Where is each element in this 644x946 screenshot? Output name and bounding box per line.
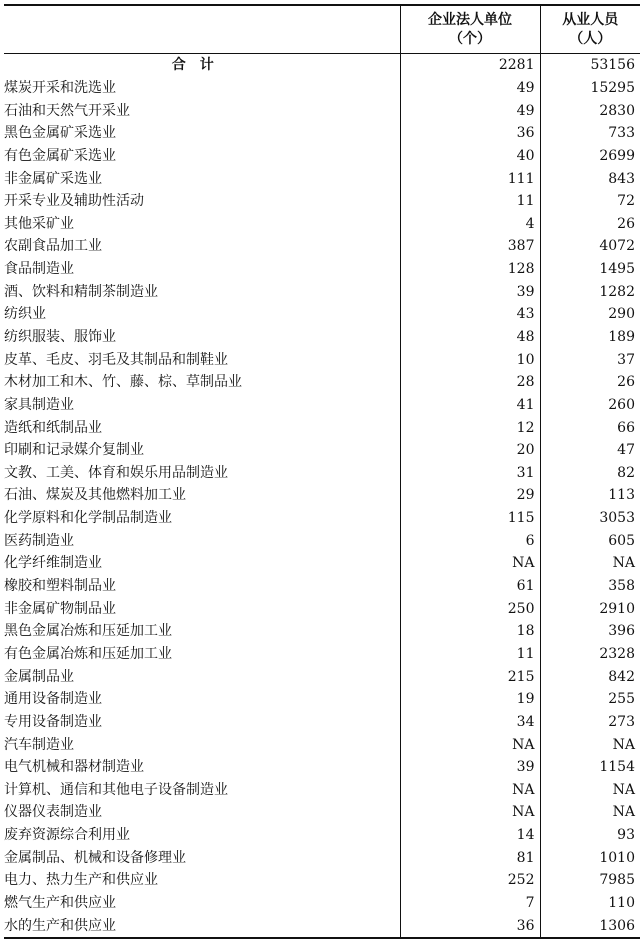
row-legal-units: 36 [400, 914, 540, 938]
row-employees: NA [540, 552, 640, 575]
row-legal-units: 18 [400, 620, 540, 643]
row-legal-units: NA [400, 552, 540, 575]
row-employees: 1282 [540, 280, 640, 303]
row-employees: 1306 [540, 914, 640, 938]
table-row [4, 711, 640, 734]
table-row [4, 779, 640, 802]
row-industry-label: 金属制品、机械和设备修理业 [4, 849, 186, 866]
table-body [4, 54, 640, 938]
table-header [4, 5, 640, 54]
row-legal-units: 29 [400, 484, 540, 507]
row-legal-units: 39 [400, 280, 540, 303]
row-industry-label: 医药制造业 [4, 532, 74, 549]
row-employees: 843 [540, 167, 640, 190]
row-employees: 26 [540, 371, 640, 394]
row-industry-label: 计算机、通信和其他电子设备制造业 [4, 781, 228, 798]
table-row [4, 280, 640, 303]
row-employees: 733 [540, 122, 640, 145]
row-industry-label: 石油、煤炭及其他燃料加工业 [4, 487, 186, 504]
row-industry-label: 黑色金属矿采选业 [4, 125, 116, 142]
row-industry-label: 石油和天然气开采业 [4, 102, 130, 119]
row-legal-units: 128 [400, 258, 540, 281]
row-legal-units: 6 [400, 529, 540, 552]
row-industry-label: 其他采矿业 [4, 215, 74, 232]
row-employees: 2699 [540, 145, 640, 168]
row-employees: 2910 [540, 597, 640, 620]
table-row [4, 462, 640, 485]
row-industry-label: 电气机械和器材制造业 [4, 759, 144, 776]
row-employees: 37 [540, 348, 640, 371]
row-employees: 273 [540, 711, 640, 734]
row-legal-units: 31 [400, 462, 540, 485]
row-legal-units: 12 [400, 416, 540, 439]
statistics-table [4, 4, 640, 939]
row-industry-label: 印刷和记录媒介复制业 [4, 442, 144, 459]
row-employees: 15295 [540, 77, 640, 100]
row-industry-label: 食品制造业 [4, 261, 74, 278]
table-row [4, 665, 640, 688]
row-industry-label: 有色金属矿采选业 [4, 147, 116, 164]
row-employees: 255 [540, 688, 640, 711]
table-row [4, 235, 640, 258]
header-employees-unit: （人） [569, 30, 612, 47]
row-employees: 396 [540, 620, 640, 643]
row-employees: 1010 [540, 846, 640, 869]
row-industry-label: 皮革、毛皮、羽毛及其制品和制鞋业 [4, 351, 228, 368]
table-row [4, 869, 640, 892]
row-legal-units: NA [400, 733, 540, 756]
row-industry-label: 燃气生产和供应业 [4, 895, 116, 912]
row-employees: 605 [540, 529, 640, 552]
row-employees: 110 [540, 892, 640, 915]
table-row [4, 416, 640, 439]
row-employees: 1154 [540, 756, 640, 779]
row-employees: 2328 [540, 643, 640, 666]
row-industry-label: 农副食品加工业 [4, 238, 102, 255]
row-industry-label: 酒、饮料和精制茶制造业 [4, 283, 158, 300]
row-industry-label: 化学纤维制造业 [4, 555, 102, 572]
row-industry-label: 废弃资源综合利用业 [4, 827, 130, 844]
row-legal-units: NA [400, 779, 540, 802]
row-employees: 82 [540, 462, 640, 485]
row-legal-units: 20 [400, 439, 540, 462]
row-legal-units: 250 [400, 597, 540, 620]
row-legal-units: 115 [400, 507, 540, 530]
row-legal-units: 49 [400, 99, 540, 122]
row-employees: 290 [540, 303, 640, 326]
row-industry-label: 专用设备制造业 [4, 713, 102, 730]
row-industry-label: 化学原料和化学制品制造业 [4, 510, 172, 527]
row-industry-label: 电力、热力生产和供应业 [4, 872, 158, 889]
row-industry-label: 开采专业及辅助性活动 [4, 193, 144, 210]
table-row [4, 484, 640, 507]
row-employees: 72 [540, 190, 640, 213]
row-employees: 3053 [540, 507, 640, 530]
table-row [4, 394, 640, 417]
table-row [4, 575, 640, 598]
header-legal-units-label: 企业法人单位 [428, 11, 512, 28]
table-row [4, 801, 640, 824]
row-legal-units: 10 [400, 348, 540, 371]
row-legal-units: 111 [400, 167, 540, 190]
row-industry-label: 家具制造业 [4, 396, 74, 413]
table-row [4, 529, 640, 552]
row-industry-label: 仪器仪表制造业 [4, 804, 102, 821]
row-employees: 113 [540, 484, 640, 507]
row-legal-units: 2281 [400, 54, 540, 77]
header-legal-units [400, 5, 540, 54]
row-employees: 26 [540, 212, 640, 235]
row-employees: 53156 [540, 54, 640, 77]
row-industry-label: 纺织服装、服饰业 [4, 329, 116, 345]
row-employees: 260 [540, 394, 640, 417]
row-industry-label: 文教、工美、体育和娱乐用品制造业 [4, 464, 228, 481]
row-employees: NA [540, 779, 640, 802]
table-row [4, 914, 640, 938]
table-row [4, 756, 640, 779]
row-legal-units: 43 [400, 303, 540, 326]
row-industry-label: 造纸和纸制品业 [4, 419, 102, 436]
row-industry-label: 通用设备制造业 [4, 691, 102, 708]
table-row [4, 846, 640, 869]
table-row [4, 824, 640, 847]
table-row [4, 212, 640, 235]
row-industry-label: 木材加工和木、竹、藤、棕、草制品业 [4, 374, 242, 391]
table-row [4, 303, 640, 326]
table-row [4, 348, 640, 371]
table-row [4, 99, 640, 122]
table-row [4, 371, 640, 394]
row-legal-units: 11 [400, 643, 540, 666]
row-employees: 2830 [540, 99, 640, 122]
row-legal-units: 61 [400, 575, 540, 598]
table-row [4, 733, 640, 756]
table-row [4, 552, 640, 575]
row-legal-units: 11 [400, 190, 540, 213]
row-legal-units: 215 [400, 665, 540, 688]
row-employees: NA [540, 801, 640, 824]
table-row [4, 122, 640, 145]
row-employees: 66 [540, 416, 640, 439]
row-legal-units: NA [400, 801, 540, 824]
row-employees: 189 [540, 326, 640, 349]
row-industry-label: 橡胶和塑料制品业 [4, 578, 116, 595]
row-legal-units: 387 [400, 235, 540, 258]
row-legal-units: 14 [400, 824, 540, 847]
header-employees-label: 从业人员 [562, 11, 619, 28]
row-industry-label: 金属制品业 [4, 668, 74, 685]
row-legal-units: 19 [400, 688, 540, 711]
row-legal-units: 49 [400, 77, 540, 100]
row-legal-units: 48 [400, 326, 540, 349]
header-legal-units-unit: （个） [449, 30, 491, 47]
row-industry-label: 煤炭开采和洗选业 [4, 79, 116, 96]
row-employees: 842 [540, 665, 640, 688]
row-employees: 93 [540, 824, 640, 847]
table-row [4, 507, 640, 530]
row-employees: 47 [540, 439, 640, 462]
row-employees: 1495 [540, 258, 640, 281]
row-industry-label: 汽车制造业 [4, 736, 74, 753]
table-row [4, 145, 640, 168]
row-industry-label: 合计 [171, 57, 228, 74]
row-employees: NA [540, 733, 640, 756]
table-row [4, 439, 640, 462]
row-legal-units: 7 [400, 892, 540, 915]
row-legal-units: 40 [400, 145, 540, 168]
row-industry-label: 非金属矿采选业 [4, 170, 102, 187]
row-industry-label: 纺织业 [4, 306, 46, 323]
header-employees [540, 5, 640, 54]
table-row [4, 597, 640, 620]
row-industry-label: 有色金属冶炼和压延加工业 [4, 645, 172, 662]
table-row [4, 620, 640, 643]
row-legal-units: 39 [400, 756, 540, 779]
row-employees: 4072 [540, 235, 640, 258]
table-row [4, 688, 640, 711]
row-legal-units: 34 [400, 711, 540, 734]
row-legal-units: 81 [400, 846, 540, 869]
row-industry-label: 非金属矿物制品业 [4, 600, 116, 617]
row-legal-units: 252 [400, 869, 540, 892]
total-row [4, 54, 640, 77]
row-industry-label: 水的生产和供应业 [4, 917, 116, 934]
row-legal-units: 28 [400, 371, 540, 394]
row-legal-units: 36 [400, 122, 540, 145]
table-row [4, 167, 640, 190]
row-legal-units: 41 [400, 394, 540, 417]
table-row [4, 892, 640, 915]
row-employees: 7985 [540, 869, 640, 892]
table-row [4, 190, 640, 213]
table-row [4, 326, 640, 349]
table-row [4, 258, 640, 281]
row-industry-label: 黑色金属冶炼和压延加工业 [4, 623, 172, 640]
row-employees: 358 [540, 575, 640, 598]
header-industry [4, 5, 400, 54]
table-row [4, 77, 640, 100]
table-row [4, 643, 640, 666]
row-legal-units: 4 [400, 212, 540, 235]
